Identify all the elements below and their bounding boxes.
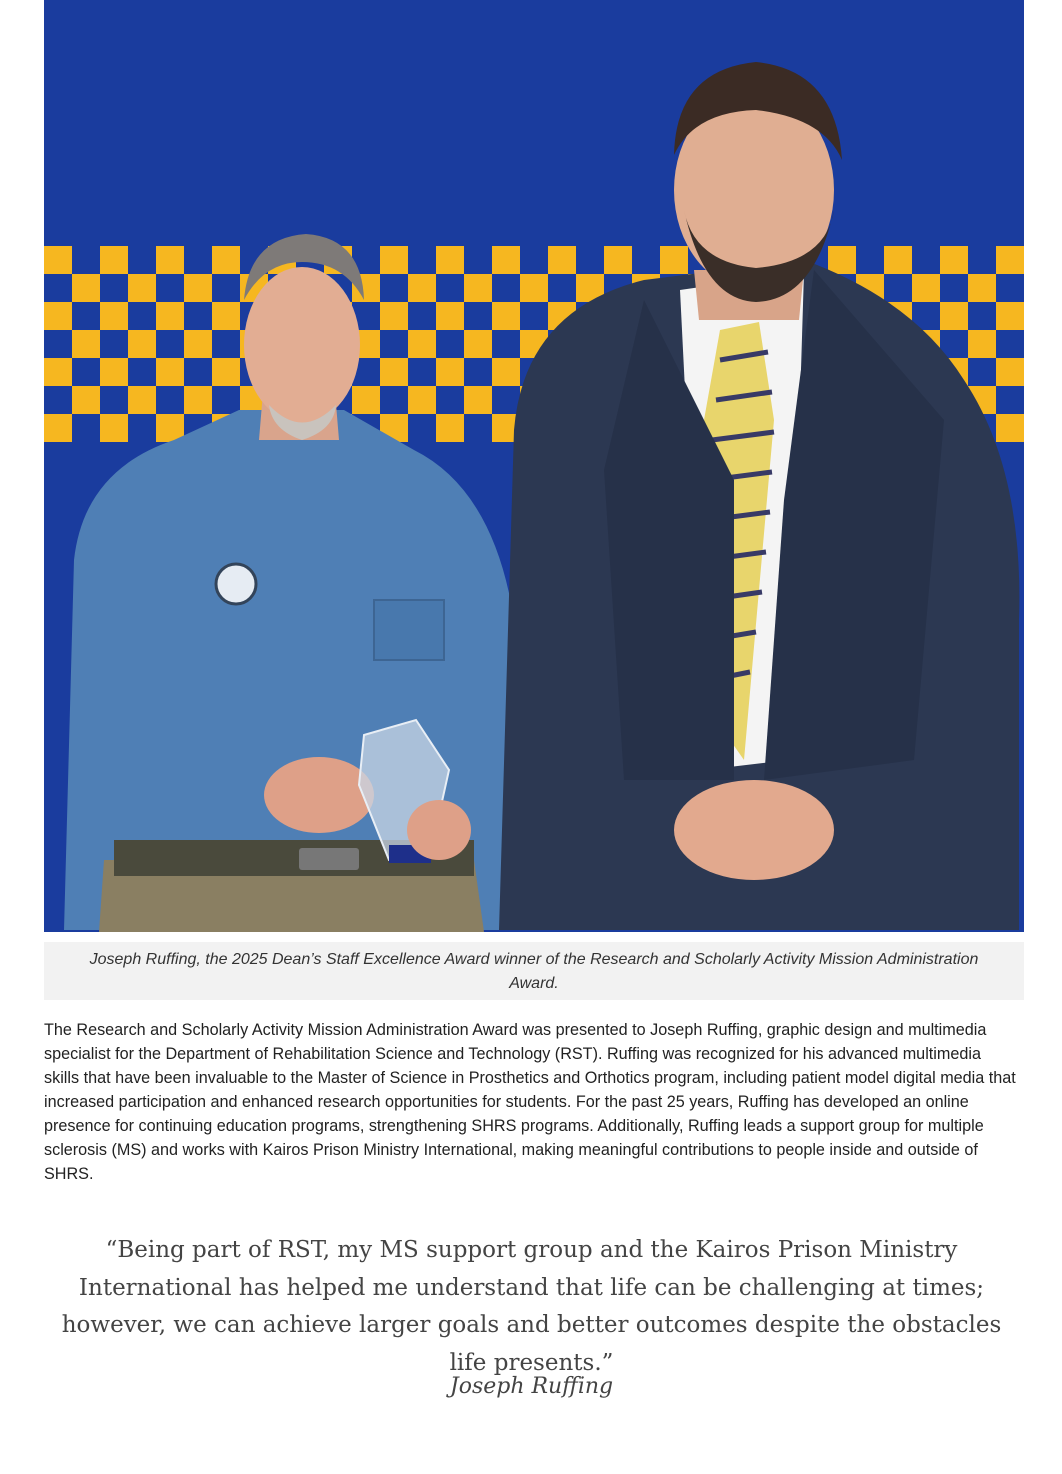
- checker-square: [464, 330, 492, 358]
- checker-square: [548, 246, 576, 274]
- checker-square: [996, 414, 1024, 442]
- checker-square: [968, 330, 996, 358]
- checker-square: [996, 302, 1024, 330]
- checker-square: [660, 246, 688, 274]
- checker-square: [212, 358, 240, 386]
- checker-square: [436, 358, 464, 386]
- checker-square: [492, 302, 520, 330]
- checker-square: [184, 330, 212, 358]
- checker-square: [996, 246, 1024, 274]
- checker-square: [184, 386, 212, 414]
- checker-square: [212, 246, 240, 274]
- checker-square: [44, 358, 72, 386]
- checker-square: [128, 274, 156, 302]
- checker-square: [408, 274, 436, 302]
- checker-square: [464, 274, 492, 302]
- checker-square: [72, 386, 100, 414]
- checker-square: [604, 246, 632, 274]
- checker-square: [352, 386, 380, 414]
- checker-square: [100, 358, 128, 386]
- checker-square: [100, 246, 128, 274]
- checker-square: [408, 386, 436, 414]
- checker-square: [128, 386, 156, 414]
- checker-square: [100, 414, 128, 442]
- checker-square: [44, 246, 72, 274]
- checker-square: [72, 330, 100, 358]
- checker-square: [156, 302, 184, 330]
- checker-square: [436, 414, 464, 442]
- quote-attribution: Joseph Ruffing: [449, 1374, 614, 1399]
- checker-square: [100, 302, 128, 330]
- checker-square: [128, 330, 156, 358]
- checker-square: [184, 274, 212, 302]
- checker-square: [464, 386, 492, 414]
- article-paragraph: The Research and Scholarly Activity Mission Administration Award was presented to Joseph Ruffing, graphic design and multimedia specialist for the Department of Rehabilitation Science and Technology (RST). Ruffing was recognized for his advanced multimedia skills that have been invaluable to the Master of Science in Prosthetics and Orthotics program, including patient model digital media that increased participation and enhanced research opportunities for students. For the past 25 years, Ruffing has developed an online presence for continuing education programs, strengthening SHRS programs. Additionally, Ruffing leads a support group for multiple sclerosis (MS) and works with Kairos Prison Ministry International, making meaningful contributions to people inside and outside of SHRS.: [44, 1021, 1016, 1183]
- checker-square: [968, 274, 996, 302]
- pull-quote: “Being part of RST, my MS support group and the Kairos Prison Ministry International has helped me understand that life can be challenging at times; however, we can achieve larger goals and better outcomes despite the obstacles life presents.”: [61, 1237, 1002, 1376]
- checker-square: [380, 302, 408, 330]
- checker-square: [940, 246, 968, 274]
- checker-square: [156, 358, 184, 386]
- checker-square: [996, 358, 1024, 386]
- photo-caption: Joseph Ruffing, the 2025 Dean’s Staff Excellence Award winner of the Research and Scholarly Activity Mission Administration Award.: [44, 942, 1024, 1000]
- checker-square: [156, 246, 184, 274]
- checker-square: [408, 330, 436, 358]
- checker-square: [520, 274, 548, 302]
- checker-square: [884, 246, 912, 274]
- checker-square: [492, 246, 520, 274]
- checker-square: [212, 302, 240, 330]
- checker-square: [380, 246, 408, 274]
- checker-square: [380, 358, 408, 386]
- checker-square: [940, 302, 968, 330]
- checker-square: [912, 274, 940, 302]
- checker-square: [44, 414, 72, 442]
- checker-square: [44, 302, 72, 330]
- checker-square: [828, 246, 856, 274]
- checker-square: [72, 274, 100, 302]
- checker-square: [492, 358, 520, 386]
- checker-square: [436, 302, 464, 330]
- checker-square: [436, 246, 464, 274]
- award-photo: [44, 0, 1024, 932]
